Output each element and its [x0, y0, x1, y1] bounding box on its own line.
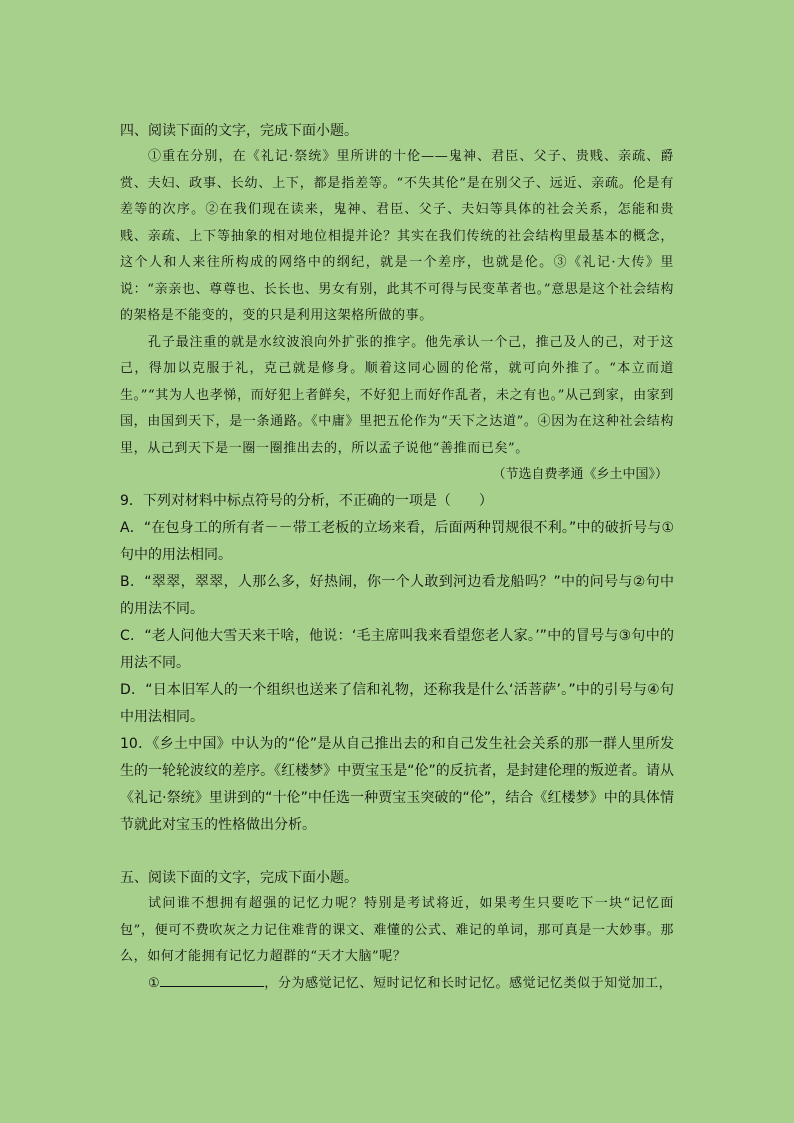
section4-source: （节选自费孝通《乡土中国》）: [492, 467, 668, 482]
section-gap: [120, 839, 674, 865]
fill-in-blank: [160, 972, 264, 987]
question-9-option-d: D．“日本旧军人的一个组织也送来了信和礼物，还称我是什么‘活菩萨’。”中的引号与④句中用法相同。: [120, 682, 674, 725]
exam-page: [120, 118, 674, 997]
section5-paragraph: 试问谁不想拥有超强的记忆力呢？特别是考试将近，如果考生只要吃下一块“记忆面包”，便可不费吹灰之力记住难背的课文、难懂的公式、难记的单词，那可真是一大妙事。那么，如何才能拥有记忆力超群的“天才大脑”呢？: [120, 896, 674, 964]
section5-title: 五、阅读下面的文字，完成下面小题。: [120, 870, 358, 886]
section5-blank-line: [120, 971, 674, 998]
blank-number: ①: [148, 975, 161, 991]
section5-last-line-text: ，分为感觉记忆、短时记忆和长时记忆。感觉记忆类似于知觉加工，: [264, 975, 673, 991]
section4-paragraph-2: 孔子最注重的就是水纹波浪向外扩张的推字。他先承认一个己，推己及人的己，对于这己，得加以克服于礼，克己就是修身。顺着这同心圆的伦常，就可向外推了。“本立而道生。”“其为人也孝悌，而好犯上者鲜矣，不好犯上而好作乱者，未之有也。”从己到家，由家到国，由国到天下，是一条通路。《中庸》里把五伦作为“天下之达道”。④因为在这种社会结构里，从己到天下是一圈一圈推出去的，所以孟子说他“善推而已矣”。: [120, 334, 674, 456]
question-9-stem: 9．下列对材料中标点符号的分析，不正确的一项是（ ）: [120, 493, 493, 509]
question-9-option-b: B．“翠翠，翠翠，人那么多，好热闹，你一个人敢到河边看龙船吗？”中的问号与②句中的用法不同。: [120, 574, 674, 617]
question-10-stem: 10．《乡土中国》中认为的“伦”是从自己推出去的和自己发生社会关系的那一群人里所发生的一轮轮波纹的差序。《红楼梦》中贾宝玉是“伦”的反抗者，是封建伦理的叛逆者。请从《礼记·祭统》里讲到的“十伦”中任选一种贾宝玉突破的“伦”，结合《红楼梦》中的具体情节就此对宝玉的性格做出分析。: [120, 736, 674, 833]
section4-title: 四、阅读下面的文字，完成下面小题。: [120, 123, 358, 139]
question-9-option-c: C．“老人问他大雪天来干啥，他说：‘毛主席叫我来看望您老人家。’”中的冒号与③句中的用法不同。: [120, 628, 674, 671]
section4-paragraph-1: ①重在分别，在《礼记·祭统》里所讲的十伦——鬼神、君臣、父子、贵贱、亲疏、爵赏、夫妇、政事、长幼、上下，都是指差等。“不失其伦”是在别父子、远近、亲疏。伦是有差等的次序。②在我们现在读来，鬼神、君臣、父子、夫妇等具体的社会关系，怎能和贵贱、亲疏、上下等抽象的相对地位相提并论？其实在我们传统的社会结构里最基本的概念，这个人和人来往所构成的网络中的纲纪，就是一个差序，也就是伦。③《礼记·大传》里说：“亲亲也、尊尊也、长长也、男女有别，此其不可得与民变革者也。”意思是这个社会结构的架格是不能变的，变的只是利用这架格所做的事。: [120, 149, 674, 323]
question-9-option-a: A．“在包身工的所有者－－带工老板的立场来看，后面两种罚规很不利。”中的破折号与①句中的用法相同。: [120, 520, 674, 563]
